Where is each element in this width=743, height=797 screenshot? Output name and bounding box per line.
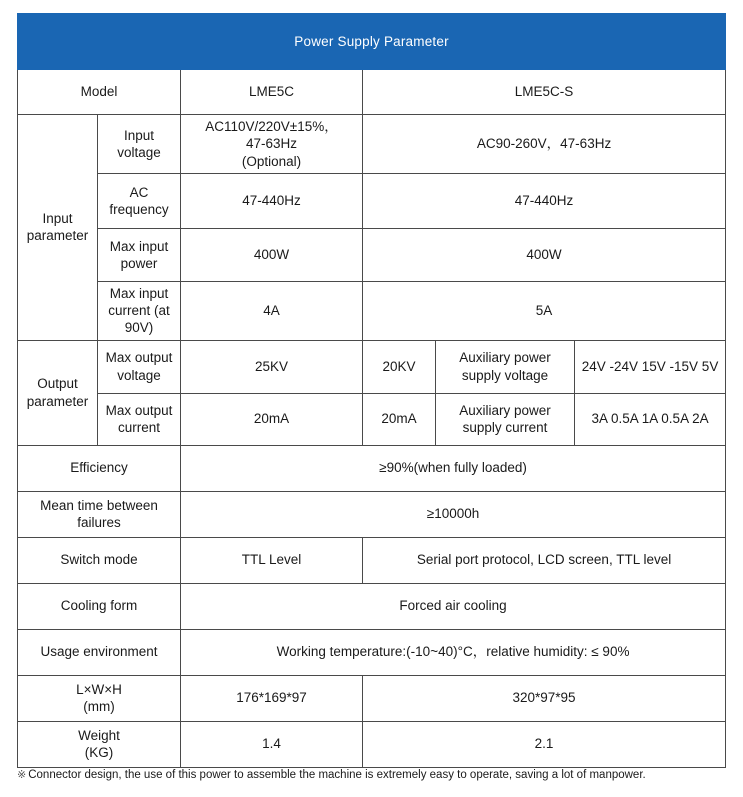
cell-dimensions-a: 176*169*97 bbox=[181, 675, 363, 721]
row-label-max-input-current: Max input current (at 90V) bbox=[98, 281, 181, 340]
cell-dimensions-b: 320*97*95 bbox=[363, 675, 726, 721]
row-label-max-output-voltage: Max output voltage bbox=[98, 340, 181, 393]
cell-max-input-power-a: 400W bbox=[181, 228, 363, 281]
label-aux-power-supply-current: Auxiliary power supply current bbox=[436, 393, 575, 445]
power-supply-parameter-table bbox=[17, 13, 726, 768]
cell-input-voltage-b: AC90-260V，47-63Hz bbox=[363, 115, 726, 174]
table-row-efficiency bbox=[18, 445, 726, 491]
cell-weight-a: 1.4 bbox=[181, 721, 363, 767]
row-label-weight: Weight (KG) bbox=[18, 721, 181, 767]
cell-max-output-voltage-a: 25KV bbox=[181, 340, 363, 393]
cell-efficiency-value: ≥90%(when fully loaded) bbox=[181, 445, 726, 491]
cell-switch-mode-b: Serial port protocol, LCD screen, TTL level bbox=[363, 537, 726, 583]
cell-max-output-current-a: 20mA bbox=[181, 393, 363, 445]
row-label-usage-environment: Usage environment bbox=[18, 629, 181, 675]
cell-switch-mode-a: TTL Level bbox=[181, 537, 363, 583]
footnote bbox=[17, 768, 729, 783]
cell-max-output-voltage-b: 20KV bbox=[363, 340, 436, 393]
footnote-text: Connector design, the use of this power to assemble the machine is extremely easy to operate, saving a lot of manpower. bbox=[28, 769, 646, 781]
row-label-max-output-current: Max output current bbox=[98, 393, 181, 445]
table-row-dimensions bbox=[18, 675, 726, 721]
row-label-cooling-form: Cooling form bbox=[18, 583, 181, 629]
cell-model-lme5c-s: LME5C-S bbox=[363, 70, 726, 115]
cell-usage-environment-value: Working temperature:(-10~40)°C，relative humidity: ≤ 90% bbox=[181, 629, 726, 675]
cell-ac-frequency-a: 47-440Hz bbox=[181, 173, 363, 228]
table-row-max-output-current bbox=[18, 393, 726, 445]
table-row-input-voltage bbox=[18, 115, 726, 174]
spec-table-wrapper bbox=[17, 13, 725, 768]
row-label-dimensions: L×W×H (mm) bbox=[18, 675, 181, 721]
cell-max-output-current-b: 20mA bbox=[363, 393, 436, 445]
row-label-model: Model bbox=[18, 70, 181, 115]
row-label-mtbf: Mean time between failures bbox=[18, 491, 181, 537]
cell-weight-b: 2.1 bbox=[363, 721, 726, 767]
cell-model-lme5c: LME5C bbox=[181, 70, 363, 115]
table-row-cooling-form bbox=[18, 583, 726, 629]
cell-max-input-current-a: 4A bbox=[181, 281, 363, 340]
row-label-efficiency: Efficiency bbox=[18, 445, 181, 491]
cell-mtbf-value: ≥10000h bbox=[181, 491, 726, 537]
cell-input-voltage-a: AC110V/220V±15%， 47-63Hz (Optional) bbox=[181, 115, 363, 174]
table-row-max-output-voltage bbox=[18, 340, 726, 393]
table-row-max-input-power bbox=[18, 228, 726, 281]
table-row-usage-environment bbox=[18, 629, 726, 675]
cell-ac-frequency-b: 47-440Hz bbox=[363, 173, 726, 228]
table-row-ac-frequency bbox=[18, 173, 726, 228]
cell-aux-power-supply-current: 3A 0.5A 1A 0.5A 2A bbox=[575, 393, 726, 445]
row-label-max-input-power: Max input power bbox=[98, 228, 181, 281]
table-row-weight bbox=[18, 721, 726, 767]
label-aux-power-supply-voltage: Auxiliary power supply voltage bbox=[436, 340, 575, 393]
row-label-switch-mode: Switch mode bbox=[18, 537, 181, 583]
table-row-max-input-current bbox=[18, 281, 726, 340]
table-row-switch-mode bbox=[18, 537, 726, 583]
cell-cooling-form-value: Forced air cooling bbox=[181, 583, 726, 629]
table-row-model bbox=[18, 70, 726, 115]
reference-mark-icon: ※ bbox=[17, 769, 27, 781]
table-title-row bbox=[18, 14, 726, 70]
table-row-mtbf bbox=[18, 491, 726, 537]
row-label-input-voltage: Input voltage bbox=[98, 115, 181, 174]
group-label-input-parameter: Input parameter bbox=[18, 115, 98, 341]
group-label-output-parameter: Output parameter bbox=[18, 340, 98, 445]
page-title: Power Supply Parameter bbox=[18, 14, 726, 70]
cell-aux-power-supply-voltage: 24V -24V 15V -15V 5V bbox=[575, 340, 726, 393]
row-label-ac-frequency: AC frequency bbox=[98, 173, 181, 228]
cell-max-input-power-b: 400W bbox=[363, 228, 726, 281]
cell-max-input-current-b: 5A bbox=[363, 281, 726, 340]
